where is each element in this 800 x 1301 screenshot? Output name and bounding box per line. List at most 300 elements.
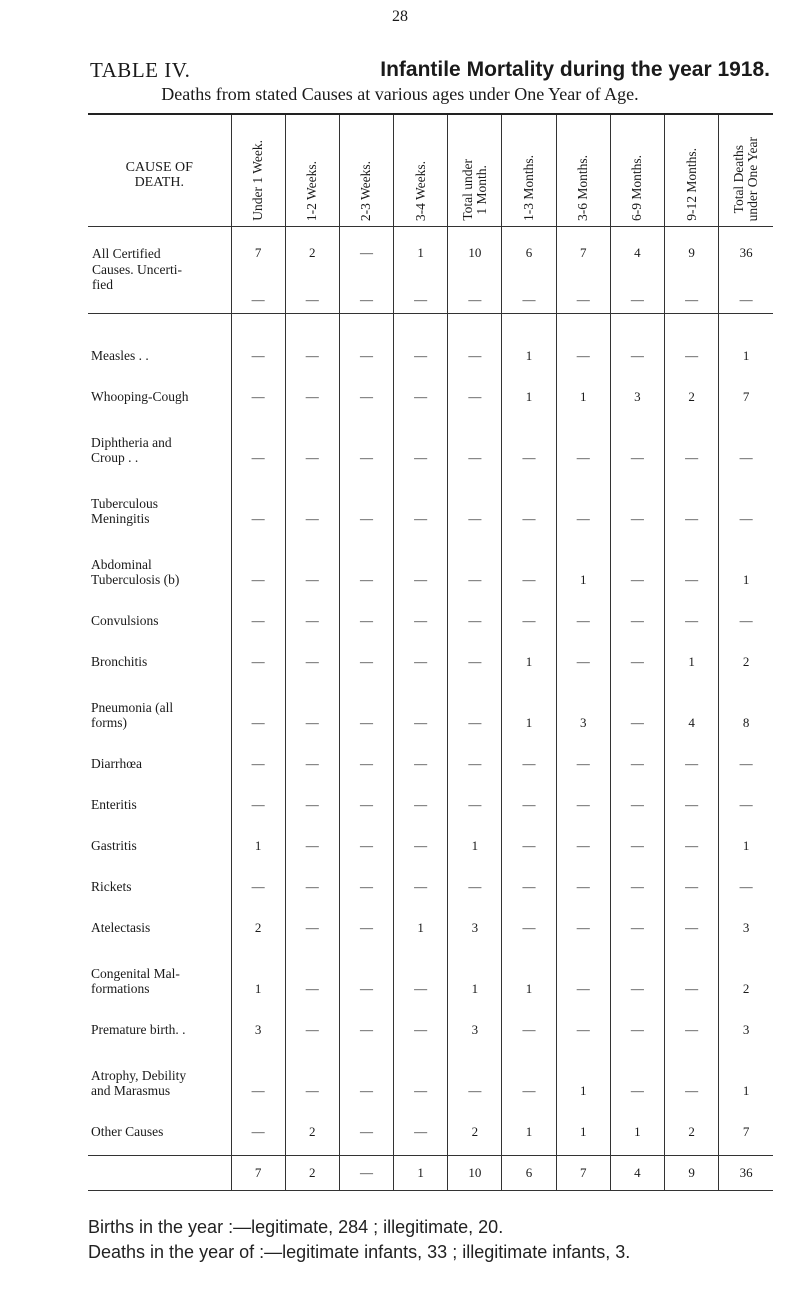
row-label-line: Tuberculosis (b) — [91, 571, 180, 587]
table-cell: — — [231, 632, 285, 673]
table-cell: 3 — [448, 898, 502, 939]
table-cell: 7 — [719, 367, 773, 408]
table-cell: 2 — [665, 367, 719, 408]
cause-header-line: CAUSE OF — [125, 160, 193, 175]
row-label — [88, 367, 231, 408]
table-cell — [339, 226, 393, 313]
column-header-wrap — [719, 115, 773, 225]
spacer-cell — [394, 1143, 448, 1156]
row-label-line: fied — [92, 277, 113, 293]
table-cell: — — [339, 367, 393, 408]
age-column-header — [502, 114, 556, 226]
column-header-wrap — [340, 115, 393, 225]
table-cell: — — [285, 816, 339, 857]
table-cell: — — [610, 1041, 664, 1102]
table-cell: — — [394, 530, 448, 591]
row-label-line: Tuberculous — [91, 495, 159, 511]
uncertified-value: — — [305, 292, 319, 307]
spacer-cell — [610, 313, 664, 326]
column-header-wrap — [502, 115, 555, 225]
table-cell: — — [448, 632, 502, 673]
table-cell: — — [502, 898, 556, 939]
table-cell: — — [394, 816, 448, 857]
spacer-cell — [556, 313, 610, 326]
table-cell: — — [231, 469, 285, 530]
spacer-cell — [719, 313, 773, 326]
row-label-line: Pneumonia (all — [91, 699, 174, 715]
column-header-wrap — [611, 115, 664, 225]
table-cell: — — [231, 530, 285, 591]
cause-row — [88, 326, 773, 367]
row-label-line: Diphtheria and — [91, 434, 172, 450]
table-cell: 2 — [448, 1102, 502, 1143]
age-column-header — [231, 114, 285, 226]
row-label-line: Other Causes — [91, 1123, 164, 1139]
column-header-text — [732, 137, 760, 221]
row-label-line: Whooping-Cough — [91, 388, 189, 404]
row-label-line: Atelectasis — [91, 919, 151, 935]
row-label — [88, 1102, 231, 1143]
table-cell: 1 — [719, 326, 773, 367]
cause-row — [88, 469, 773, 530]
uncertified-value: — — [359, 292, 373, 307]
table-cell: — — [394, 673, 448, 734]
table-cell: — — [339, 530, 393, 591]
row-label-line: Causes. Uncerti- — [92, 261, 182, 277]
column-header-line: 1 Month. — [473, 165, 489, 215]
table-cell — [285, 226, 339, 313]
table-label: TABLE IV. — [90, 58, 191, 82]
table-cell: — — [556, 734, 610, 775]
table-cell: — — [556, 939, 610, 1000]
table-cell: — — [285, 898, 339, 939]
column-header-wrap — [557, 115, 610, 225]
table-cell: — — [339, 898, 393, 939]
table-cell: — — [231, 857, 285, 898]
cause-row — [88, 632, 773, 673]
table-cell: — — [448, 673, 502, 734]
table-cell: — — [448, 469, 502, 530]
table-cell: 1 — [502, 632, 556, 673]
table-cell: — — [610, 775, 664, 816]
age-column-header — [339, 114, 393, 226]
cause-row — [88, 673, 773, 734]
column-header-wrap — [394, 115, 447, 225]
table-cell: — — [394, 469, 448, 530]
table-cell: — — [285, 1041, 339, 1102]
spacer-cell — [502, 313, 556, 326]
cause-column-header — [88, 114, 231, 226]
table-cell: — — [339, 408, 393, 469]
cause-row — [88, 775, 773, 816]
certified-value: 6 — [525, 245, 533, 260]
column-header-text — [685, 148, 699, 221]
row-label — [88, 673, 231, 734]
spacer-cell — [339, 1143, 393, 1156]
table-cell: — — [285, 408, 339, 469]
row-label — [88, 226, 231, 313]
cause-row — [88, 1041, 773, 1102]
certified-value: — — [359, 245, 373, 260]
table-cell: — — [665, 1000, 719, 1041]
table-cell: — — [339, 939, 393, 1000]
table-cell: — — [665, 1041, 719, 1102]
spacer-cell — [665, 1143, 719, 1156]
table-cell: — — [665, 591, 719, 632]
column-header-line: 1-3 Months. — [520, 154, 536, 221]
table-cell: — — [448, 326, 502, 367]
table-cell: — — [502, 1000, 556, 1041]
age-column-header — [448, 114, 502, 226]
cause-row — [88, 816, 773, 857]
table-cell: — — [394, 1041, 448, 1102]
deaths-note: Deaths in the year of :—legitimate infants, 33 ; illegitimate infants, 3. — [88, 1242, 631, 1262]
column-header-text — [305, 161, 319, 221]
table-cell: — — [339, 1041, 393, 1102]
spacer-row — [88, 313, 773, 326]
table-cell: — — [610, 591, 664, 632]
row-label-line: Measles . . — [91, 347, 149, 363]
column-header-line: Under 1 Week. — [250, 140, 266, 221]
uncertified-value: — — [522, 292, 536, 307]
cause-row — [88, 591, 773, 632]
table-cell: — — [665, 530, 719, 591]
table-cell: 1 — [610, 1102, 664, 1143]
uncertified-value: — — [576, 292, 590, 307]
table-cell: — — [665, 857, 719, 898]
row-label-line: Atrophy, Debility — [91, 1067, 187, 1083]
certified-value: 7 — [579, 245, 587, 260]
table-cell: 1 — [231, 816, 285, 857]
column-header-line: 9-12 Months. — [683, 148, 699, 221]
table-cell: 3 — [719, 1000, 773, 1041]
row-label-line: Bronchitis — [91, 653, 148, 669]
table-cell: — — [339, 775, 393, 816]
column-header-text — [461, 159, 489, 221]
table-cell: 8 — [719, 673, 773, 734]
total-cell: 7 — [556, 1155, 610, 1190]
table-cell: — — [719, 734, 773, 775]
row-label — [88, 326, 231, 367]
table-cell: — — [339, 632, 393, 673]
table-cell: — — [502, 816, 556, 857]
column-header-line: 3-6 Months. — [575, 154, 591, 221]
infant-mortality-table — [88, 113, 773, 1191]
table-cell: — — [665, 775, 719, 816]
row-label — [88, 857, 231, 898]
row-label-line: Abdominal — [91, 556, 152, 572]
column-header-wrap — [232, 115, 285, 225]
table-cell: — — [502, 734, 556, 775]
table-cell: — — [556, 775, 610, 816]
certified-value: 7 — [254, 245, 262, 260]
table-cell: — — [285, 591, 339, 632]
row-label — [88, 1000, 231, 1041]
all-certified-row — [88, 226, 773, 313]
spacer-cell — [339, 313, 393, 326]
table-cell: — — [231, 1041, 285, 1102]
table-cell: — — [556, 591, 610, 632]
spacer-cell — [665, 313, 719, 326]
table-cell: 3 — [719, 898, 773, 939]
column-header-wrap — [665, 115, 718, 225]
spacer-cell — [88, 1143, 231, 1156]
total-cell: — — [339, 1155, 393, 1190]
table-subtitle: Deaths from stated Causes at various ages under One Year of Age. — [161, 84, 639, 104]
column-header-text — [251, 140, 265, 221]
table-cell: — — [285, 632, 339, 673]
table-cell: — — [285, 326, 339, 367]
column-header-line: 1-2 Weeks. — [304, 160, 320, 221]
spacer-cell — [448, 313, 502, 326]
column-header-text — [414, 161, 428, 221]
table-cell: — — [610, 857, 664, 898]
table-cell: — — [502, 469, 556, 530]
table-cell: 1 — [556, 1041, 610, 1102]
column-header-text — [576, 155, 590, 221]
column-header-line: Total under — [459, 159, 475, 221]
cause-row — [88, 408, 773, 469]
table-cell: 1 — [394, 898, 448, 939]
table-cell: 3 — [556, 673, 610, 734]
table-cell: — — [502, 591, 556, 632]
table-cell: — — [285, 939, 339, 1000]
table-cell: — — [719, 469, 773, 530]
table-cell: 1 — [231, 939, 285, 1000]
table-cell: 1 — [556, 530, 610, 591]
row-label — [88, 939, 231, 1000]
age-column-header — [556, 114, 610, 226]
cause-header-line: DEATH. — [134, 174, 184, 190]
table-cell: — — [719, 591, 773, 632]
table-cell: — — [339, 591, 393, 632]
table-cell: — — [285, 857, 339, 898]
table-cell: — — [610, 326, 664, 367]
table-cell — [502, 226, 556, 313]
table-cell: — — [231, 775, 285, 816]
certified-value: 1 — [417, 245, 424, 260]
table-cell: — — [502, 775, 556, 816]
row-label-line: All Certified — [92, 246, 161, 262]
table-cell: — — [394, 326, 448, 367]
spacer-cell — [285, 1143, 339, 1156]
table-cell: — — [394, 1000, 448, 1041]
table-cell: — — [448, 591, 502, 632]
table-cell — [665, 226, 719, 313]
table-cell: — — [610, 1000, 664, 1041]
row-label-line: Premature birth. . — [91, 1021, 186, 1037]
table-cell: — — [665, 408, 719, 469]
row-label — [88, 530, 231, 591]
total-cell: 1 — [394, 1155, 448, 1190]
uncertified-value: — — [468, 292, 482, 307]
certified-value: 2 — [309, 245, 316, 260]
row-label — [88, 734, 231, 775]
table-cell: — — [610, 816, 664, 857]
table-cell: — — [448, 857, 502, 898]
table-cell: — — [719, 775, 773, 816]
cause-row — [88, 530, 773, 591]
column-header-line: Total Deaths — [730, 144, 746, 214]
table-cell: 3 — [448, 1000, 502, 1041]
table-cell: 1 — [502, 326, 556, 367]
table-cell: — — [394, 591, 448, 632]
table-cell: — — [231, 367, 285, 408]
table-cell — [448, 226, 502, 313]
row-label-line: Meningitis — [91, 510, 150, 526]
table-cell: — — [610, 673, 664, 734]
table-cell: 1 — [448, 939, 502, 1000]
column-header-text — [359, 161, 373, 221]
certified-value: 36 — [739, 245, 753, 260]
row-label — [88, 408, 231, 469]
table-cell: — — [556, 898, 610, 939]
table-cell: — — [285, 469, 339, 530]
births-note: Births in the year :—legitimate, 284 ; illegitimate, 20. — [88, 1217, 504, 1237]
table-cell: — — [231, 1102, 285, 1143]
table-cell: 1 — [502, 939, 556, 1000]
row-label — [88, 1041, 231, 1102]
table-cell: — — [339, 734, 393, 775]
table-cell: — — [665, 469, 719, 530]
total-cell: 2 — [285, 1155, 339, 1190]
column-header-line: 6-9 Months. — [629, 154, 645, 221]
table-cell: — — [556, 469, 610, 530]
column-header-text — [522, 155, 536, 221]
column-header-wrap — [448, 115, 501, 225]
column-header-text — [630, 155, 644, 221]
table-cell: — — [448, 775, 502, 816]
row-label-line: forms) — [91, 714, 127, 730]
table-cell: — — [231, 408, 285, 469]
table-cell: 1 — [448, 816, 502, 857]
total-cell: 10 — [448, 1155, 502, 1190]
cause-row — [88, 898, 773, 939]
spacer-cell — [231, 1143, 285, 1156]
table-cell: — — [285, 1000, 339, 1041]
cause-row — [88, 857, 773, 898]
table-cell: — — [394, 857, 448, 898]
table-cell: — — [339, 1000, 393, 1041]
table-cell: — — [448, 734, 502, 775]
cause-row — [88, 367, 773, 408]
table-cell: — — [231, 734, 285, 775]
spacer-cell — [448, 1143, 502, 1156]
spacer-cell — [285, 313, 339, 326]
total-cell: 36 — [719, 1155, 773, 1190]
table-cell: — — [394, 632, 448, 673]
table-cell: 4 — [665, 673, 719, 734]
table-cell: — — [556, 857, 610, 898]
age-column-header — [719, 114, 773, 226]
table-cell: — — [231, 591, 285, 632]
spacer-cell — [231, 313, 285, 326]
column-header-line: 3-4 Weeks. — [412, 160, 428, 221]
uncertified-value: — — [251, 292, 265, 307]
row-label — [88, 632, 231, 673]
table-cell: — — [231, 326, 285, 367]
certified-value: 4 — [634, 245, 641, 260]
totals-row — [88, 1155, 773, 1190]
row-label-line: Rickets — [91, 878, 132, 894]
age-column-header — [610, 114, 664, 226]
table-cell: 7 — [719, 1102, 773, 1143]
table-cell: — — [719, 857, 773, 898]
age-column-header — [394, 114, 448, 226]
spacer-cell — [556, 1143, 610, 1156]
table-cell: — — [610, 469, 664, 530]
table-cell — [394, 226, 448, 313]
table-cell: — — [610, 632, 664, 673]
spacer-cell — [88, 313, 231, 326]
row-label — [88, 898, 231, 939]
table-cell: — — [339, 673, 393, 734]
totals-label-cell — [88, 1155, 231, 1190]
row-label-line: Convulsions — [91, 612, 159, 628]
table-cell: — — [556, 408, 610, 469]
table-cell: — — [502, 857, 556, 898]
spacer-row — [88, 1143, 773, 1156]
table-cell: — — [285, 673, 339, 734]
uncertified-value: — — [630, 292, 644, 307]
table-cell: 3 — [231, 1000, 285, 1041]
table-cell: 1 — [719, 1041, 773, 1102]
table-cell: 2 — [285, 1102, 339, 1143]
table-cell: — — [610, 898, 664, 939]
table-cell: — — [339, 816, 393, 857]
total-cell: 7 — [231, 1155, 285, 1190]
table-cell: 2 — [231, 898, 285, 939]
column-header-line: under One Year — [745, 136, 761, 221]
uncertified-value: — — [739, 292, 753, 307]
spacer-cell — [502, 1143, 556, 1156]
table-cell: — — [339, 326, 393, 367]
table-cell: — — [394, 367, 448, 408]
table-cell: — — [285, 530, 339, 591]
column-header-wrap — [286, 115, 339, 225]
table-cell: — — [339, 469, 393, 530]
table-cell: — — [285, 367, 339, 408]
cause-row — [88, 734, 773, 775]
table-cell: — — [665, 734, 719, 775]
uncertified-value: — — [685, 292, 699, 307]
cause-row — [88, 1000, 773, 1041]
table-cell: 3 — [610, 367, 664, 408]
table-cell: — — [610, 939, 664, 1000]
table-cell: — — [339, 857, 393, 898]
column-header-line: 2-3 Weeks. — [358, 160, 374, 221]
table-cell: 2 — [719, 632, 773, 673]
table-cell: 1 — [502, 1102, 556, 1143]
table-cell: — — [610, 530, 664, 591]
row-label — [88, 775, 231, 816]
total-cell: 6 — [502, 1155, 556, 1190]
table-cell: 1 — [719, 530, 773, 591]
table-cell: 2 — [719, 939, 773, 1000]
header-row — [88, 114, 773, 226]
table-cell: — — [394, 408, 448, 469]
table-cell: — — [502, 530, 556, 591]
table-cell: — — [394, 1102, 448, 1143]
certified-value: 9 — [688, 245, 695, 260]
table-cell: 1 — [556, 367, 610, 408]
table-cell: — — [394, 939, 448, 1000]
table-cell: — — [394, 775, 448, 816]
table-cell: 1 — [665, 632, 719, 673]
table-cell: — — [556, 632, 610, 673]
total-cell: 4 — [610, 1155, 664, 1190]
spacer-cell — [394, 313, 448, 326]
